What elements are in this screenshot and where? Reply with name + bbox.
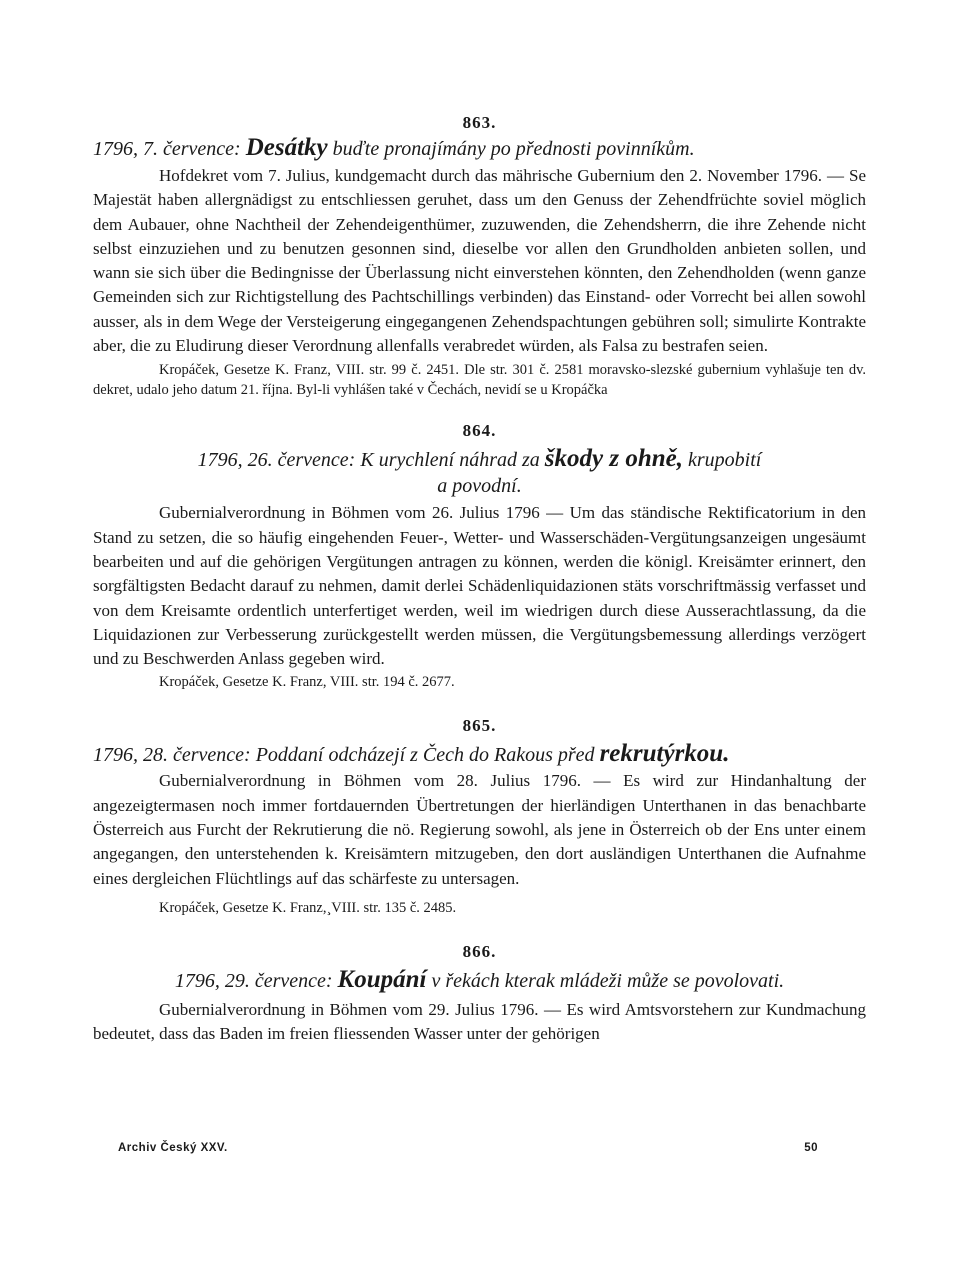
- page-number: 50: [804, 1142, 818, 1154]
- entry-heading: [93, 135, 866, 162]
- entry-citation: Kropáček, Gesetze K. Franz, VIII. str. 194 č. 2677.: [159, 674, 455, 691]
- heading-pre: Poddaní odcházejí z Čech do Rakous před: [255, 744, 595, 767]
- document-page: [93, 112, 866, 1047]
- entry-body: [93, 501, 866, 671]
- entry-heading: [93, 446, 866, 473]
- entry-body-text: Gubernialverordnung in Böhmen vom 28. Julius 1796. — Es wird zur Hindanhaltung der angezeigtermasen noch immer fortdauernden Übertretungen der hierländigen Unterthanen in das benachbarte Österreich aus Furcht der Rekrutierung die nö. Regierung sowohl, als jene in Österreich ob der Ens unter einem angegangen, den unterstehenden k. Kreisämtern mitzugeben, den dort ausländigen Unterthanen die Aufnahme eines dergleichen Flüchtlings auf das schärfeste zu untersagen.: [93, 771, 866, 888]
- entry-heading: [93, 967, 866, 994]
- heading-pre: K urychlení náhrad za: [360, 449, 540, 472]
- heading-rest: v řekách kterak mládeži může se povolovati.: [431, 969, 785, 992]
- heading-keyword: rekrutýrkou.: [599, 740, 730, 768]
- heading-keyword: Koupání: [337, 965, 427, 993]
- heading-keyword: škody z ohně,: [544, 445, 684, 473]
- entry-body: [93, 769, 866, 890]
- heading-date: 1796, 7. července:: [93, 138, 241, 160]
- entry-body-text: Gubernialverordnung in Böhmen vom 29. Julius 1796. — Es wird Amtsvorstehern zur Kundmachung bedeutet, dass das Baden im freien fliessenden Wasser unter der gehörigen: [93, 999, 866, 1044]
- heading-keyword: Desátky: [245, 134, 328, 161]
- heading-date: 1796, 26. července:: [197, 449, 356, 472]
- entry-body: [93, 164, 866, 358]
- entry-citation-text: Kropáček, Gesetze K. Franz, VIII. str. 99 č. 2451. Dle str. 301 č. 2581 moravsko-slezské gubernium vyhlašuje ten dv. dekret, udalo jeho datum 21. října. Byl-li vyhlášen také v Čechách, nevidí se u Kropáčka: [93, 362, 866, 399]
- page-footer: [118, 1142, 818, 1154]
- entry-number: 864.: [462, 421, 497, 441]
- heading-date: 1796, 29. července:: [174, 969, 333, 992]
- heading-rest: krupobití: [688, 449, 762, 472]
- heading-date: 1796, 28. července:: [93, 744, 251, 767]
- entry-citation: Kropáček, Gesetze K. Franz,¸VIII. str. 135 č. 2485.: [159, 899, 457, 916]
- entry-number: 865.: [462, 716, 497, 736]
- entry-heading-line2: a povodní.: [437, 475, 522, 498]
- entry-number: 866.: [462, 941, 497, 961]
- entry-number: 863.: [462, 113, 497, 132]
- entry-citation: [93, 360, 866, 400]
- heading-rest: buďte pronajímány po přednosti povinníkům.: [332, 138, 695, 160]
- footer-source: Archiv Český XXV.: [118, 1142, 228, 1154]
- entry-heading: [93, 741, 866, 768]
- entry-body-text: Hofdekret vom 7. Julius, kundgemacht durch das mährische Gubernium den 2. November 1796. — Se Majestät haben allergnädigst zu entschliessen geruhet, dass um den Genuss der Zehendfrüchte soviel möglich dem Aubauer, ohne Nachtheil der Zehendeigenthümer, zuzuwenden, die Zehendsherrn, die ihre Zehende nicht selbst einzuziehen und zu benutzen gesonnen sind, dieselbe vor allen den Grundholden anbieten sollen, und wann sie sich über die Bedingnisse der Überlassung nicht einverstehen könnten, den Zehendholden (wenn ganze Gemeinden sich zur Richtigstellung des Pachtschillings verbinden) das Einstand- oder Vorrecht bei allen sowohl ausser, als in dem Wege der Versteigerung eingegangenen Zehendspachtungen gebühren soll; simulirte Kontrakte aber, die zu Eludirung dieser Verordnung allenfalls verabredet würden, als Falsa zu bestrafen seien.: [93, 166, 866, 356]
- entry-body: [93, 998, 866, 1047]
- entry-body-text: Gubernialverordnung in Böhmen vom 26. Julius 1796 — Um das ständische Rektificatorium in den Stand zu setzen, die so häufig eingehenden Feuer-, Wetter- und Wasserschäden-Vergütungsanzeigen ungesäumt bearbeiten und auf die gehörigen Vergütungen antragen zu können, werden die königl. Kreisämter erinnert, den sorgfältigsten Bedacht darauf zu nehmen, damit derlei Schädenliquidazionen stäts vorschriftmässig verfasset und von dem Kreisamte ordentlich unterfertiget werden, weil im wiedrigen durch diese Ausserachtlassung, da die Liquidazionen zur Verbesserung zurückgestellt werden müssen, die Vergütungsbemessung allerdings verzögert und zu Beschwerden Anlass gegeben wird.: [93, 503, 866, 669]
